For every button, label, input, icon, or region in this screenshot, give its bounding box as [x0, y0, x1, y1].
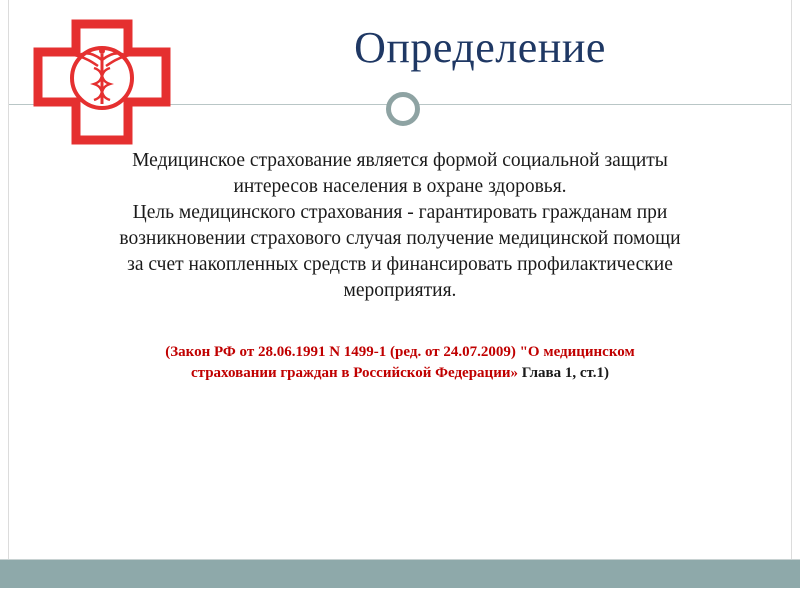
citation-line-2: [40, 363, 760, 384]
red-cross-caduceus-icon: [32, 18, 172, 146]
citation-line-2-dark: Глава 1, ст.1): [517, 365, 609, 381]
citation-line-1: (Закон РФ от 28.06.1991 N 1499-1 (ред. от 24.07.2009) "О медицинском: [165, 344, 635, 360]
footer-gap: [0, 588, 800, 600]
body-line: интересов населения в охране здоровья.: [233, 176, 567, 197]
left-margin-rule: [8, 0, 9, 600]
body-line: за счет накопленных средств и финансировать профилактические: [127, 254, 673, 275]
body-text: [18, 148, 782, 304]
right-margin-rule: [791, 0, 792, 600]
body-line: Цель медицинского страхования - гарантировать гражданам при: [132, 202, 668, 223]
citation-line-2-red: страховании граждан в Российской Федерации»: [190, 365, 518, 381]
decorative-ring-icon: [386, 92, 420, 126]
page-title: Определение: [354, 23, 606, 72]
citation: [40, 342, 760, 384]
body-line: мероприятия.: [343, 280, 457, 301]
body-line: возникновении страхового случая получение медицинской помощи: [119, 228, 681, 249]
footer-band: [0, 560, 800, 588]
body-line: Медицинское страхование является формой социальной защиты: [132, 150, 668, 171]
